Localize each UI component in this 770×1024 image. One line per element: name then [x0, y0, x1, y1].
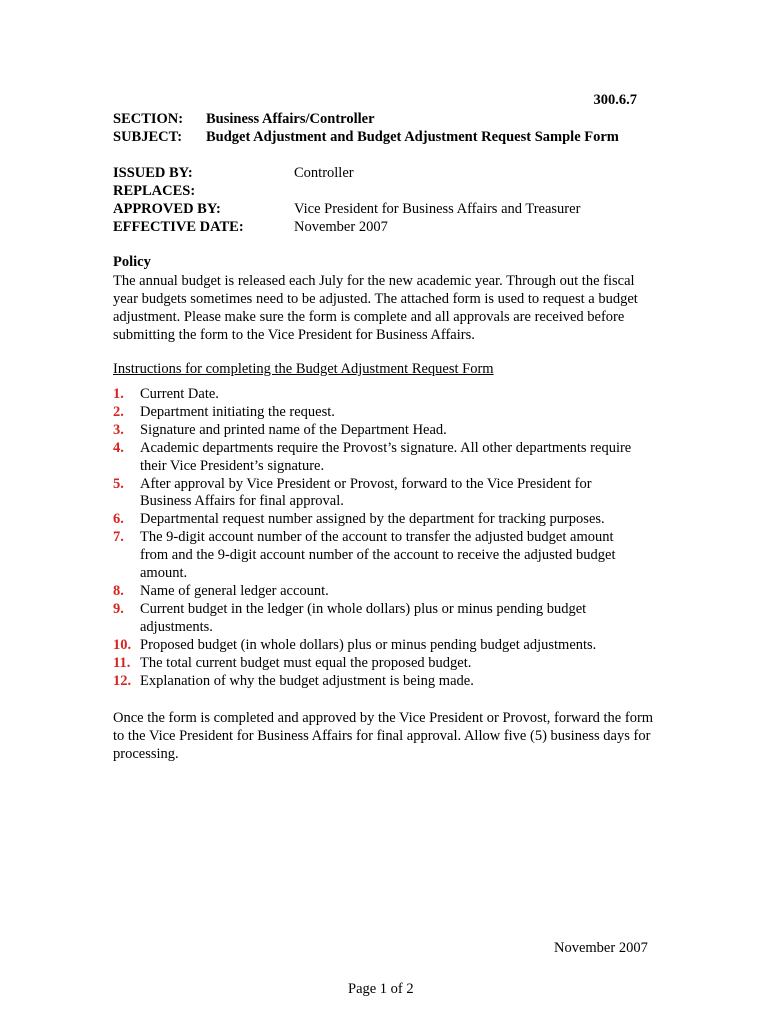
- effective-date-value: November 2007: [294, 219, 388, 235]
- list-item: [113, 583, 643, 601]
- item-text: Name of general ledger account.: [140, 582, 329, 599]
- item-number: 9.: [113, 600, 124, 617]
- item-text: Current budget in the ledger (in whole dollars) plus or minus pending budget adjustments.: [140, 600, 587, 635]
- item-text: Signature and printed name of the Department Head.: [140, 421, 447, 438]
- item-text: Current Date.: [140, 386, 219, 402]
- item-number: 5.: [113, 475, 124, 492]
- closing-text: Once the form is completed and approved by the Vice President or Provost, forward the form to the Vice President for Business Affairs for final approval. Allow five (5) business days for processing.: [113, 710, 654, 762]
- list-item: [113, 529, 643, 583]
- item-number: 8.: [113, 582, 124, 599]
- list-item: [113, 404, 643, 422]
- item-number: 7.: [113, 529, 124, 546]
- list-item: [113, 601, 643, 637]
- item-number: 2.: [113, 403, 124, 420]
- approved-by-value: Vice President for Business Affairs and Treasurer: [294, 201, 581, 217]
- item-text: After approval by Vice President or Provost, forward to the Vice President for Business Affairs for final approval.: [140, 475, 592, 510]
- list-item: [113, 422, 643, 440]
- instructions-heading: Instructions for completing the Budget Adjustment Request Form: [113, 361, 494, 377]
- approved-by-label: APPROVED BY:: [113, 201, 221, 217]
- subject-value: Budget Adjustment and Budget Adjustment Request Sample Form: [206, 129, 619, 145]
- list-item: [113, 386, 643, 404]
- replaces-label: REPLACES:: [113, 183, 196, 199]
- item-number: 12.: [113, 672, 132, 689]
- list-item: [113, 673, 643, 691]
- item-text: Explanation of why the budget adjustment is being made.: [140, 672, 474, 689]
- policy-heading: Policy: [113, 254, 151, 270]
- item-number: 3.: [113, 421, 124, 438]
- item-text: Departmental request number assigned by the department for tracking purposes.: [140, 511, 605, 528]
- item-text: The 9-digit account number of the account to transfer the adjusted budget amount from and the 9-digit account number of the account to receive the adjusted budget amount.: [140, 529, 616, 582]
- item-text: Academic departments require the Provost’s signature. All other departments require their Vice President’s signature.: [140, 439, 632, 474]
- item-number: 1.: [113, 386, 124, 402]
- list-item: [113, 476, 643, 512]
- instructions-list: [113, 386, 643, 690]
- list-item: [113, 637, 643, 655]
- document-number: 300.6.7: [593, 92, 637, 108]
- item-text: Proposed budget (in whole dollars) plus or minus pending budget adjustments.: [140, 636, 597, 653]
- issued-by-label: ISSUED BY:: [113, 165, 193, 181]
- effective-date-label: EFFECTIVE DATE:: [113, 219, 244, 235]
- list-item: [113, 440, 643, 476]
- section-label: SECTION:: [113, 111, 184, 127]
- item-number: 10.: [113, 636, 132, 653]
- item-number: 11.: [113, 654, 131, 671]
- item-number: 6.: [113, 511, 124, 528]
- issued-by-value: Controller: [294, 165, 354, 181]
- policy-text: The annual budget is released each July for the new academic year. Through out the fiscal year budgets sometimes need to be adjusted. The attached form is used to request a budget adjustment. Please make sure the form is complete and all approvals are received before submitting the form to the Vice President for Business Affairs.: [113, 273, 638, 343]
- subject-label: SUBJECT:: [113, 129, 183, 145]
- item-text: The total current budget must equal the proposed budget.: [140, 654, 472, 671]
- footer-date: November 2007: [554, 940, 648, 956]
- item-text: Department initiating the request.: [140, 403, 335, 420]
- page-number: Page 1 of 2: [348, 981, 414, 997]
- list-item: [113, 655, 643, 673]
- item-number: 4.: [113, 439, 124, 456]
- section-value: Business Affairs/Controller: [206, 111, 375, 127]
- list-item: [113, 511, 643, 529]
